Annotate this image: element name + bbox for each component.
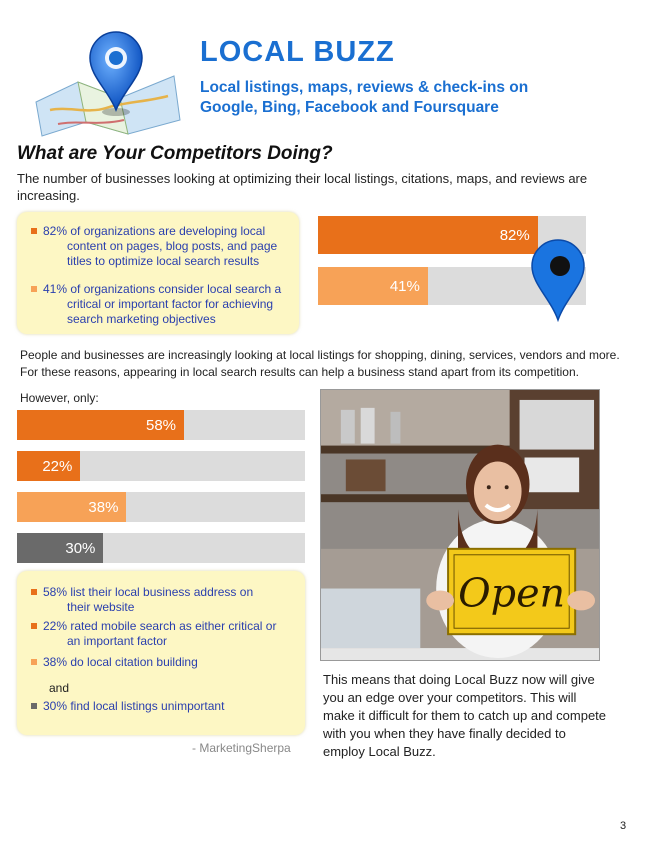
bar-data-label: 82% (499, 226, 530, 244)
bar-data-label: 38% (88, 498, 119, 516)
bullet-text: titles to optimize local search results (67, 254, 260, 268)
local-buzz-logo (28, 10, 188, 138)
list-item (31, 282, 293, 327)
list-item (31, 655, 301, 670)
bullet-square-icon (31, 286, 37, 292)
bullet-text: 22% rated mobile search as either critical or (43, 619, 277, 633)
bar-track (17, 410, 305, 440)
closing-paragraph: This means that doing Local Buzz now will give you an edge over your competitors. This will make it difficult for them to catch up and compete with you when they have finally decided to employ Local Buzz. (323, 672, 607, 759)
bar (17, 451, 80, 481)
bullet-text: search marketing objectives (67, 312, 216, 326)
brand-title: LOCAL BUZZ (200, 36, 395, 68)
bullet-square-icon (31, 703, 37, 709)
page-number: 3 (620, 820, 627, 832)
location-pin-icon (528, 236, 588, 322)
stats-callout-top (17, 212, 299, 334)
bullet-text: 30% find local listings unimportant (43, 699, 225, 713)
list-item (31, 224, 293, 269)
however-label: However, only: (20, 391, 99, 405)
bullet-square-icon (31, 623, 37, 629)
bar-data-label: 22% (42, 457, 73, 475)
bullet-text: 38% do local citation building (43, 655, 198, 669)
bullet-text: 58% list their local business address on (43, 585, 254, 599)
and-text: and (49, 681, 70, 695)
list-item (31, 585, 301, 615)
bar-data-label: 58% (146, 416, 177, 434)
bar (17, 492, 126, 522)
bar-data-label: 30% (65, 539, 96, 557)
bar (318, 216, 538, 254)
bullet-square-icon (31, 228, 37, 234)
brand-subtitle (200, 78, 620, 118)
bar (318, 267, 428, 305)
source-attribution: - MarketingSherpa (192, 741, 291, 755)
list-item (31, 699, 301, 714)
bar-track (17, 492, 305, 522)
brand-subtitle-line1: Local listings, maps, reviews & check-ins on (200, 79, 529, 96)
bar (17, 410, 184, 440)
photo-woman-open-sign (320, 389, 600, 661)
bullet-text: critical or important factor for achieving (67, 297, 274, 311)
bar-track (17, 451, 305, 481)
bullet-text: their website (67, 600, 135, 614)
bar-data-label: 41% (389, 277, 420, 295)
open-sign-text: Open (458, 570, 566, 617)
body-paragraph: People and businesses are increasingly looking at local listings for shopping, dining, services, vendors and more. For these reasons, appearing in local search results can help a business stand apart from its competition. (20, 348, 620, 379)
list-item (31, 619, 301, 649)
bullet-text: 82% of organizations are developing local (43, 224, 266, 238)
bar-track (17, 533, 305, 563)
bullet-text: content on pages, blog posts, and page (67, 239, 278, 253)
bullet-square-icon (31, 659, 37, 665)
bullet-square-icon (31, 589, 37, 595)
bar (17, 533, 103, 563)
brand-subtitle-line2: Google, Bing, Facebook and Foursquare (200, 99, 499, 116)
bullet-text: 41% of organizations consider local search a (43, 282, 282, 296)
section-heading: What are Your Competitors Doing? (17, 143, 333, 164)
stats-callout-bottom (17, 571, 305, 735)
bullet-text: an important factor (67, 634, 168, 648)
intro-paragraph: The number of businesses looking at optimizing their local listings, citations, maps, and reviews are increasing. (17, 171, 588, 203)
